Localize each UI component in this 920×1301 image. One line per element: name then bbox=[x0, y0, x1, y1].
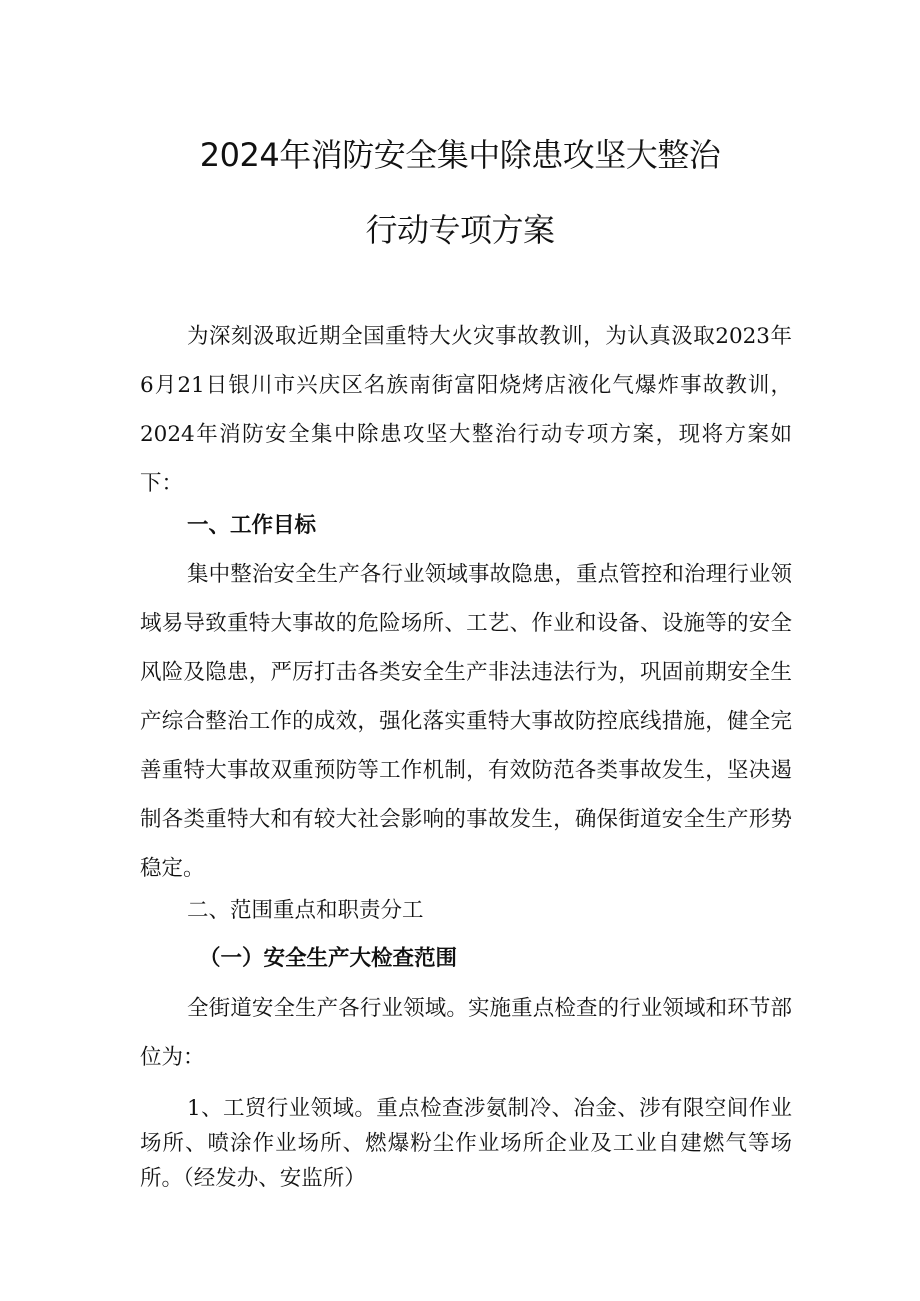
item-1-paragraph: 1、工贸行业领域。重点检查涉氨制冷、冶金、涉有限空间作业场所、喷涂作业场所、燃爆粉尘作业场所企业及工业自建燃气等场所。（经发办、安监所） bbox=[140, 1096, 792, 1191]
section-1-body: 集中整治安全生产各行业领域事故隐患，重点管控和治理行业领域易导致重特大事故的危险场所、工艺、作业和设备、设施等的安全风险及隐患，严厉打击各类安全生产非法违法行为，巩固前期安全生产综合整治工作的成效，强化落实重特大事故防控底线措施，健全完善重特大事故双重预防等工作机制，有效防范各类事故发生，坚决遏制各类重特大和有较大社会影响的事故发生，确保街道安全生产形势稳定。 bbox=[140, 562, 792, 881]
document-title-line-2: 行动专项方案 bbox=[365, 211, 555, 249]
section-1-heading: 一、工作目标 bbox=[187, 513, 317, 538]
document-title-line-1: 2024年消防安全集中除患攻坚大整治 bbox=[199, 136, 721, 174]
subsection-1-heading: （一）安全生产大检查范围 bbox=[199, 946, 458, 971]
section-2-heading: 二、范围重点和职责分工 bbox=[187, 898, 424, 923]
subsection-1-body: 全街道安全生产各行业领域。实施重点检查的行业领域和环节部位为： bbox=[140, 996, 792, 1070]
intro-paragraph: 为深刻汲取近期全国重特大火灾事故教训，为认真汲取2023年6月21日银川市兴庆区名族南街富阳烧烤店液化气爆炸事故教训，2024年消防安全集中除患攻坚大整治行动专项方案，现将方案如下： bbox=[140, 324, 792, 496]
